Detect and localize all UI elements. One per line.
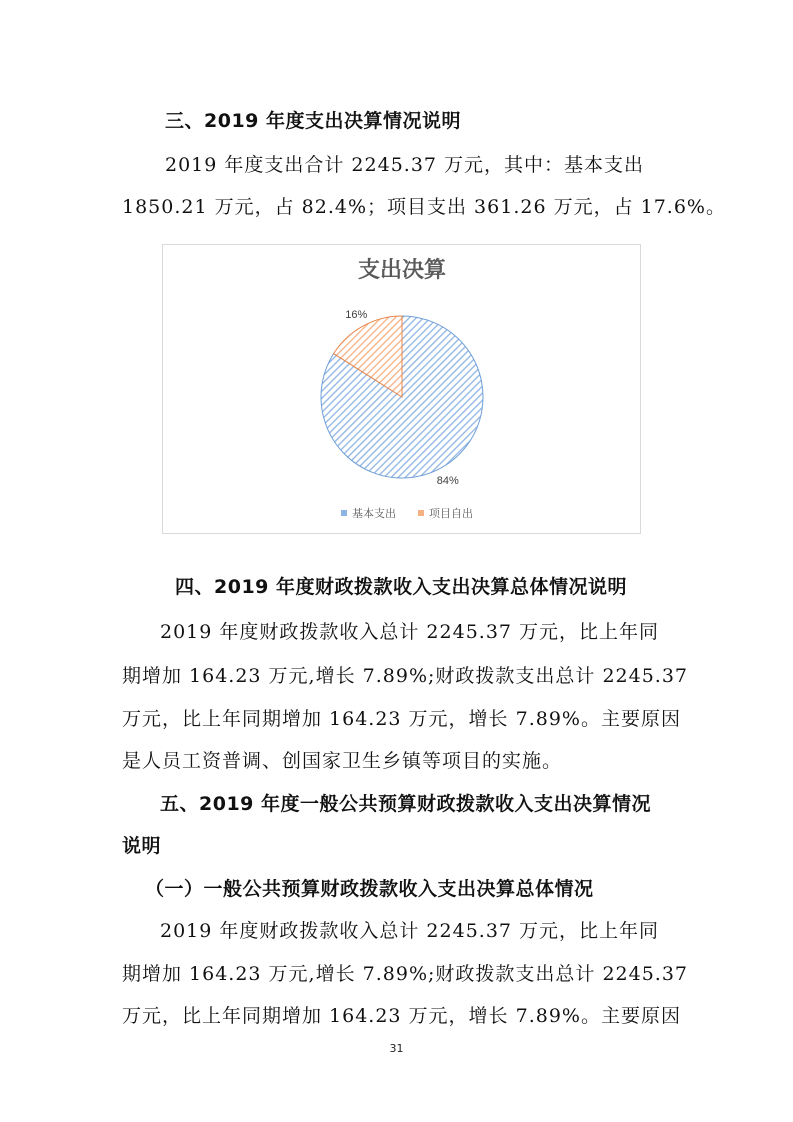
chart-legend xyxy=(341,506,473,520)
section3-line-1: 2019 年度支出合计 2245.37 万元，其中：基本支出 xyxy=(165,154,645,176)
expenditure-pie-chart xyxy=(162,244,641,534)
pie-slices xyxy=(321,316,483,478)
section5-heading-cont: 说明 xyxy=(122,835,162,857)
section5-line-1: 2019 年度财政拨款收入总计 2245.37 万元，比上年同 xyxy=(160,920,660,942)
section5-line-2: 期增加 164.23 万元,增长 7.89%;财政拨款支出总计 2245.37 xyxy=(122,963,689,985)
section4-line-4: 是人员工资普调、创国家卫生乡镇等项目的实施。 xyxy=(122,750,563,772)
page-number: 31 xyxy=(389,1042,404,1055)
section5-heading: 五、2019 年度一般公共预算财政拨款收入支出决算情况 xyxy=(160,793,651,815)
pie-chart-svg xyxy=(163,245,642,535)
legend-label-basic: 基本支出 xyxy=(352,507,396,520)
section3-heading: 三、2019 年度支出决算情况说明 xyxy=(165,110,461,132)
slice-label-project: 16% xyxy=(345,308,368,321)
section5-line-3: 万元，比上年同期增加 164.23 万元，增长 7.89%。主要原因 xyxy=(122,1005,681,1027)
slice-label-basic: 84% xyxy=(436,475,459,488)
section4-line-1: 2019 年度财政拨款收入总计 2245.37 万元，比上年同 xyxy=(160,621,660,643)
section4-line-3: 万元，比上年同期增加 164.23 万元，增长 7.89%。主要原因 xyxy=(122,708,681,730)
section5-subheading: （一）一般公共预算财政拨款收入支出决算总体情况 xyxy=(145,878,594,900)
chart-title: 支出决算 xyxy=(357,258,447,283)
legend-swatch-basic xyxy=(341,510,347,516)
section4-heading: 四、2019 年度财政拨款收入支出决算总体情况说明 xyxy=(175,576,627,598)
section4-line-2: 期增加 164.23 万元,增长 7.89%;财政拨款支出总计 2245.37 xyxy=(122,665,689,687)
section3-line-2: 1850.21 万元，占 82.4%；项目支出 361.26 万元，占 17.6%。 xyxy=(122,196,726,218)
legend-label-project: 项目自出 xyxy=(429,507,473,520)
legend-swatch-project xyxy=(418,510,424,516)
